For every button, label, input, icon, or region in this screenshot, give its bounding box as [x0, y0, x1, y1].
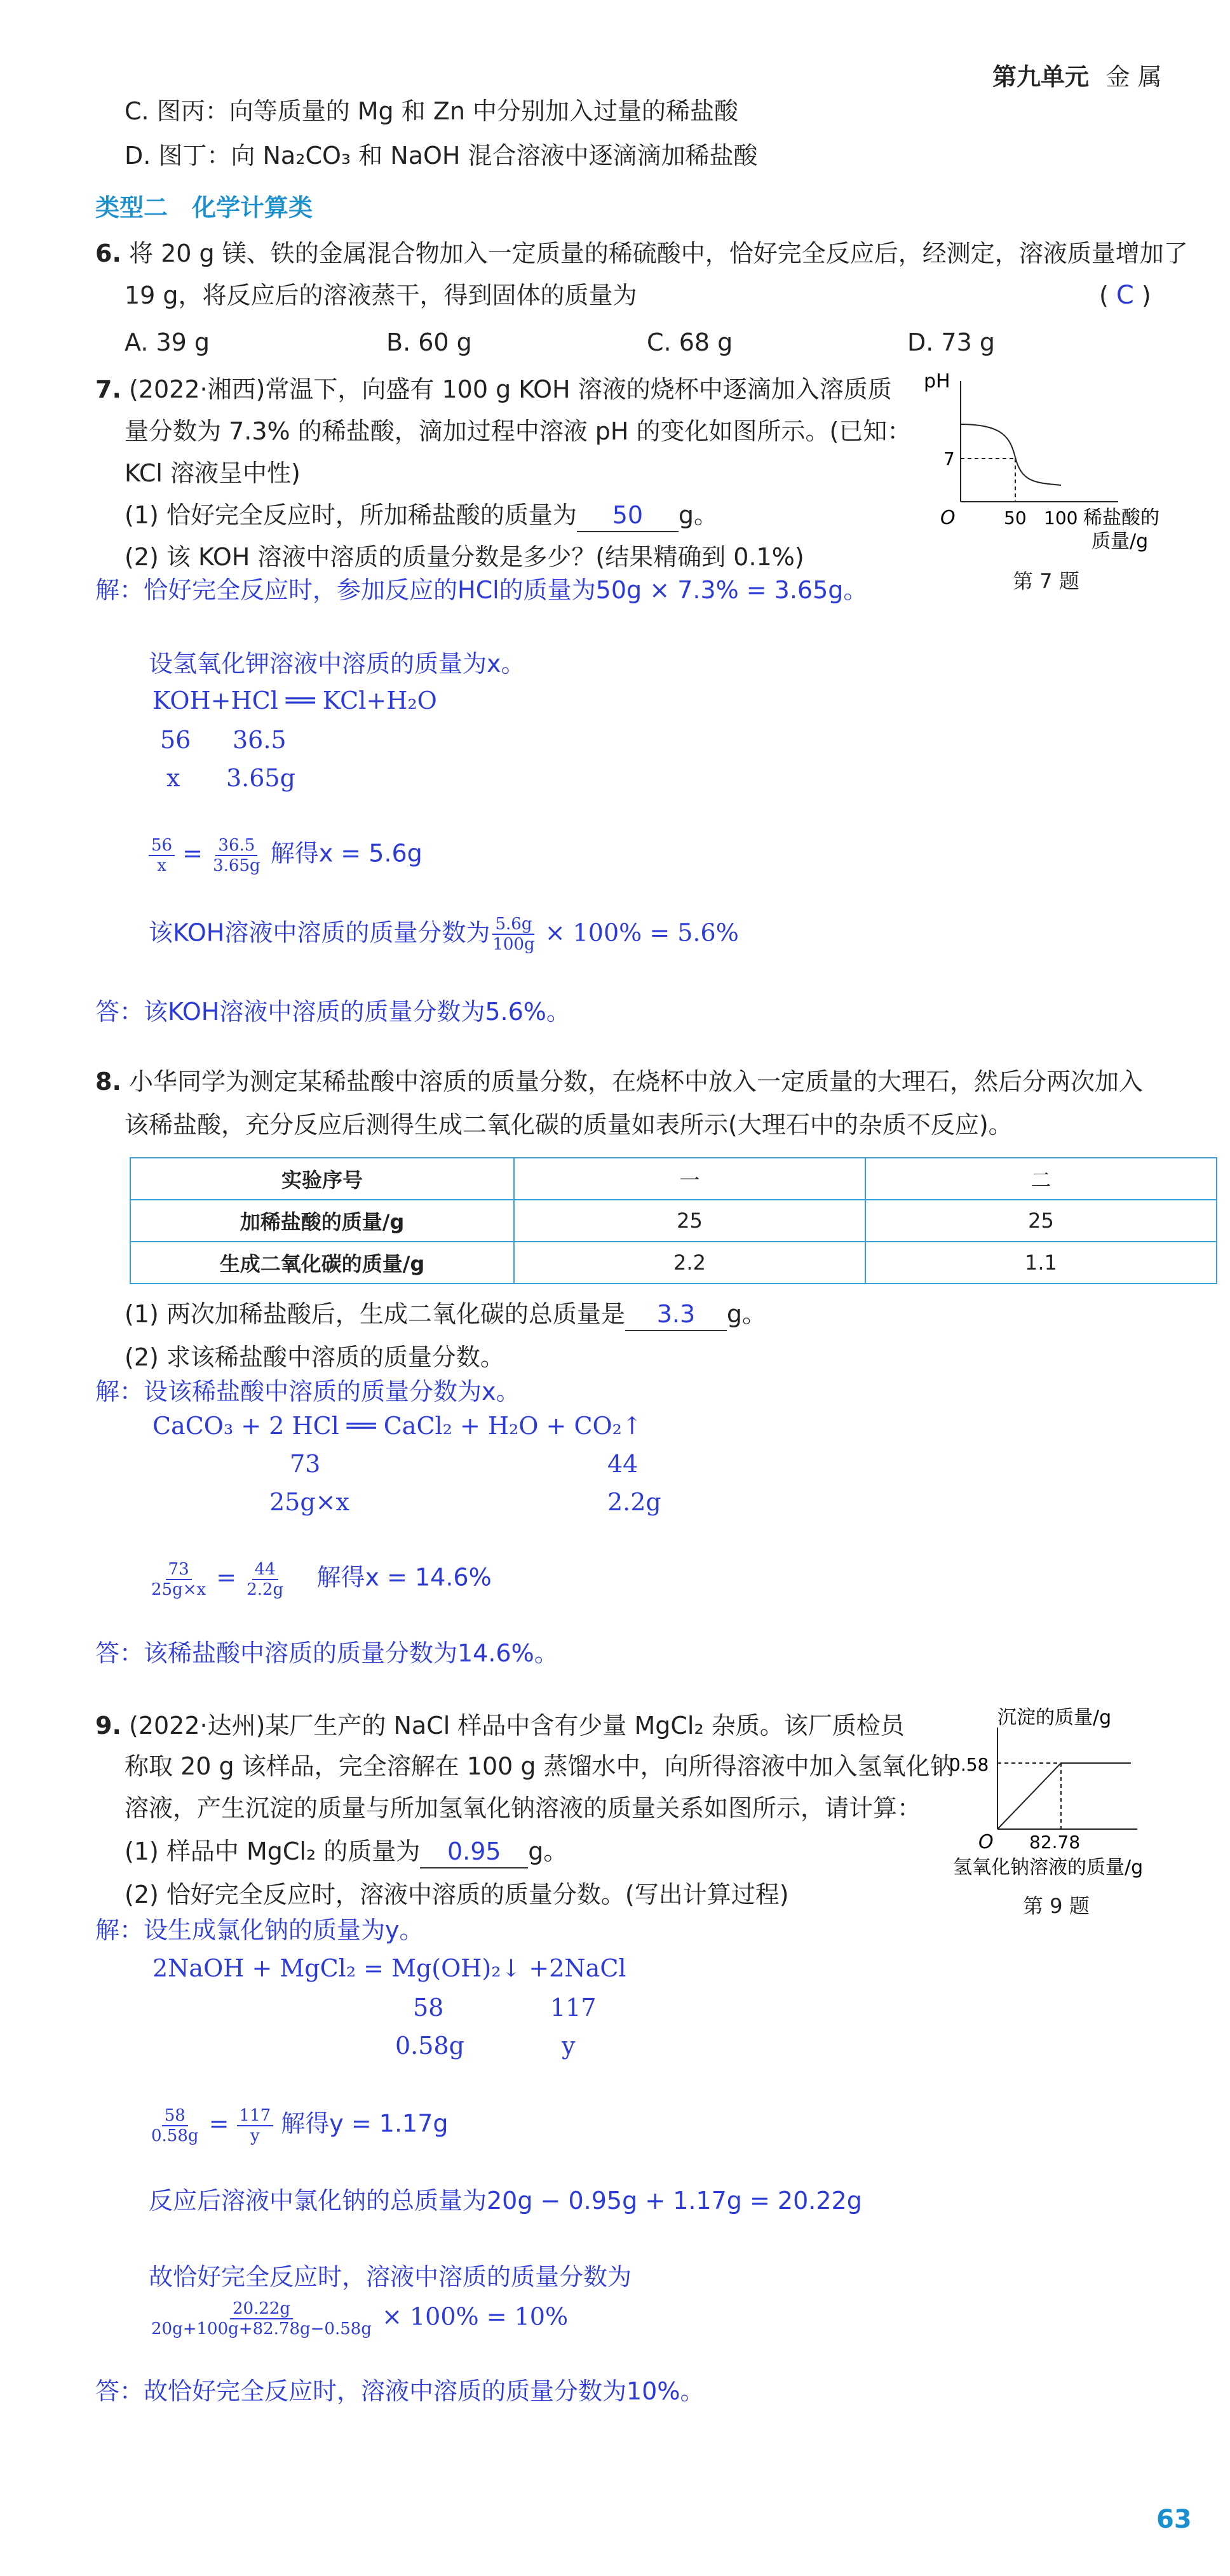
q9-proportion: $\frac{58}{0.58g}$ = $\frac{117}{y}$ 解得y = 1.17g: [149, 2106, 449, 2145]
q8-frac-left-num: 73: [166, 1560, 192, 1580]
q8-prop-result: 解得x = 14.6%: [316, 1563, 492, 1592]
q7-frac-right-den: 3.65g: [213, 856, 260, 875]
q9-frac-right: [237, 2106, 274, 2145]
q9-frac-left-den: 0.58g: [151, 2126, 199, 2145]
q8-sub1-text: (1) 两次加稀盐酸后，生成二氧化碳的总质量是: [125, 1300, 625, 1328]
q8-line2: 该稀盐酸，充分反应后测得生成二氧化碳的质量如表所示(大理石中的杂质不反应)。: [125, 1111, 1013, 1139]
q9-mass-58: 58: [413, 1994, 444, 2022]
q8-frac-right-den: 2.2g: [247, 1580, 284, 1599]
q9-frac-right-num: 117: [237, 2106, 274, 2126]
page-number: 63: [1156, 2505, 1192, 2534]
q7-frac-right-num: 36.5: [215, 836, 257, 856]
q7-mass-365g: 3.65g: [226, 764, 295, 792]
prev-option-d: D. 图丁：向 Na₂CO₃ 和 NaOH 混合溶液中逐滴滴加稀盐酸: [125, 142, 758, 170]
prev-option-c: C. 图丙：向等质量的 Mg 和 Zn 中分别加入过量的稀盐酸: [125, 97, 739, 125]
q8-text1: 小华同学为测定某稀盐酸中溶质的质量分数，在烧杯中放入一定质量的大理石，然后分两次加入: [128, 1068, 1143, 1096]
q7-proportion: $\frac{56}{x}$ = $\frac{36.5}{3.65g}$ 解得x = 5.6g: [149, 836, 422, 875]
q8-sub1: [125, 1298, 766, 1331]
q9-equation: 2NaOH + MgCl₂ = Mg(OH)₂↓ +2NaCl: [152, 1954, 626, 1982]
q9-mass-117: 117: [550, 1994, 597, 2022]
q9-sub2: (2) 恰好完全反应时，溶液中溶质的质量分数。(写出计算过程): [125, 1881, 789, 1909]
q7-percent-frac: [490, 915, 537, 954]
table-row: [130, 1242, 1217, 1284]
q8-equation: CaCO₃ + 2 HCl ══ CaCl₂ + H₂O + CO₂↑: [152, 1412, 642, 1440]
table-cell: 二: [865, 1158, 1217, 1200]
q9-line2: 称取 20 g 该样品，完全溶解在 100 g 蒸馏水中，向所得溶液中加入氢氧化钠: [125, 1752, 954, 1780]
q8-mass-25gx: 25g×x: [269, 1488, 349, 1516]
q7-frac-left: [149, 836, 175, 875]
q9-text1: (2022·达州)某厂生产的 NaCl 样品中含有少量 MgCl₂ 杂质。该厂质检员: [128, 1712, 905, 1740]
q8-frac-left-den: 25g×x: [151, 1580, 206, 1599]
table-cell: 实验序号: [130, 1158, 514, 1200]
q7-line1: [95, 373, 892, 405]
q6-line1: [95, 238, 1188, 269]
q9-frac-left: [149, 2106, 201, 2145]
q7-mass-x: x: [166, 764, 180, 792]
q7-x-label1: 稀盐酸的: [1083, 507, 1159, 529]
q8-number: 8.: [95, 1068, 121, 1096]
table-cell: 一: [514, 1158, 865, 1200]
unit-title: [992, 57, 1162, 92]
q8-frac-right-num: 44: [252, 1560, 278, 1580]
q9-percent-frac: [149, 2299, 374, 2338]
q7-text1: (2022·湘西)常温下，向盛有 100 g KOH 溶液的烧杯中逐滴加入溶质质: [128, 375, 892, 403]
q7-origin: O: [940, 507, 956, 529]
q9-sub1-unit: g。: [528, 1837, 568, 1865]
q9-origin: O: [978, 1831, 994, 1853]
q9-percent-num: 20.22g: [230, 2299, 293, 2319]
q8-data-table: [130, 1157, 1217, 1284]
q9-precipitate-graph: [947, 1702, 1201, 1886]
q7-frac-left-den: x: [157, 856, 166, 875]
q9-y-label: 沉淀的质量/g: [997, 1707, 1112, 1729]
table-cell: 生成二氧化碳的质量/g: [130, 1242, 514, 1284]
table-cell: 1.1: [865, 1242, 1217, 1284]
q9-x-label: 氢氧化钠溶液的质量/g: [953, 1856, 1144, 1879]
q7-percent-den: 100g: [492, 935, 535, 954]
q7-sol1: 解：恰好完全反应时，参加反应的HCl的质量为50g × 7.3% = 3.65g。: [95, 576, 868, 604]
table-row: [130, 1200, 1217, 1242]
q7-sub1-text: (1) 恰好完全反应时，所加稀盐酸的质量为: [125, 501, 577, 529]
q7-tick50: 50: [1004, 507, 1027, 528]
q9-frac-right-den: y: [250, 2126, 260, 2145]
q9-mass-058g: 0.58g: [395, 2032, 464, 2060]
q7-tick7: 7: [943, 448, 955, 469]
chapter-label: 金 属: [1105, 63, 1162, 91]
q8-sub2: (2) 求该稀盐酸中溶质的质量分数。: [125, 1343, 504, 1371]
q6-text1: 将 20 g 镁、铁的金属混合物加入一定质量的稀硫酸中，恰好完全反应后，经测定，溶液质量增加了: [128, 239, 1188, 267]
table-cell: 25: [865, 1200, 1217, 1242]
q7-percent-num: 5.6g: [492, 915, 534, 935]
q7-sol2: 设氢氧化钾溶液中溶质的质量为x。: [149, 650, 525, 678]
q9-percent-calc: [149, 2299, 568, 2338]
q7-final-answer: 答：该KOH溶液中溶质的质量分数为5.6%。: [95, 998, 571, 1026]
q9-sol2: 反应后溶液中氯化钠的总质量为20g − 0.95g + 1.17g = 20.22g: [149, 2187, 862, 2215]
q8-proportion: $\frac{73}{25g\times x}$ = $\frac{44}{2.2g}$ 解得x = 14.6%: [149, 1560, 492, 1599]
q9-percent-den: 20g+100g+82.78g−0.58g: [151, 2319, 372, 2338]
q8-mass-73: 73: [290, 1450, 321, 1478]
q9-precipitate-curve: [997, 1763, 1131, 1829]
q7-frac-right: [210, 836, 263, 875]
q9-prop-result: 解得y = 1.17g: [281, 2109, 449, 2138]
q7-sub1-answer: 50: [577, 499, 679, 532]
q9-final-answer: 答：故恰好完全反应时，溶液中溶质的质量分数为10%。: [95, 2377, 705, 2405]
q9-number: 9.: [95, 1712, 121, 1740]
q8-sol1: 解：设该稀盐酸中溶质的质量分数为x。: [95, 1378, 520, 1405]
q8-sub1-unit: g。: [726, 1300, 767, 1328]
q7-percent-text: 该KOH溶液中溶质的质量分数为: [149, 918, 490, 947]
q7-frac-left-num: 56: [149, 836, 175, 856]
table-cell: 25: [514, 1200, 865, 1242]
q6-answer: ( C ): [1099, 281, 1151, 310]
q7-sub1-unit: g。: [678, 501, 719, 529]
q7-number: 7.: [95, 375, 121, 403]
q9-line3: 溶液，产生沉淀的质量与所加氢氧化钠溶液的质量关系如图所示，请计算：: [125, 1794, 922, 1822]
table-row: [130, 1158, 1217, 1200]
q9-frac-left-num: 58: [162, 2106, 188, 2126]
q7-mass-56: 56: [160, 726, 191, 754]
q8-mass-22g: 2.2g: [607, 1488, 661, 1516]
q9-sol1: 解：设生成氯化钠的质量为y。: [95, 1916, 424, 1944]
q6-line2: 19 g，将反应后的溶液蒸干，得到固体的质量为: [125, 281, 637, 309]
q9-sub1-answer: 0.95: [420, 1835, 528, 1868]
q7-ph-curve: [961, 424, 1061, 485]
q7-ph-graph: [915, 368, 1182, 559]
q6-option-c: C. 68 g: [647, 328, 733, 356]
q9-percent-result: × 100% = 10%: [382, 2302, 569, 2331]
q8-frac-right: [244, 1560, 286, 1599]
q7-percent-calc: [149, 915, 739, 954]
q9-line1: [95, 1710, 905, 1741]
q9-sub1-text: (1) 样品中 MgCl₂ 的质量为: [125, 1837, 421, 1865]
q6-answer-letter: C: [1116, 281, 1134, 310]
q8-sub1-answer: 3.3: [625, 1298, 727, 1331]
q8-mass-44: 44: [607, 1450, 639, 1478]
table-cell: 2.2: [514, 1242, 865, 1284]
q7-sub1: [125, 499, 718, 532]
q7-caption: 第 7 题: [1013, 569, 1079, 593]
q7-line3: KCl 溶液呈中性): [125, 459, 301, 487]
table-cell: 加稀盐酸的质量/g: [130, 1200, 514, 1242]
q7-sub2: (2) 该 KOH 溶液中溶质的质量分数是多少？(结果精确到 0.1%): [125, 543, 804, 571]
q6-option-d: D. 73 g: [907, 328, 995, 356]
q9-caption: 第 9 题: [1023, 1894, 1090, 1918]
q8-frac-left: [149, 1560, 208, 1599]
q7-mass-365: 36.5: [233, 726, 287, 754]
category-heading: 类型二 化学计算类: [95, 194, 313, 222]
q6-option-a: A. 39 g: [125, 328, 210, 356]
q8-final-answer: 答：该稀盐酸中溶质的质量分数为14.6%。: [95, 1639, 558, 1667]
q9-mass-y: y: [562, 2032, 576, 2060]
q8-line1: [95, 1066, 1143, 1097]
q7-line2: 量分数为 7.3% 的稀盐酸，滴加过程中溶液 pH 的变化如图所示。(已知：: [125, 417, 912, 445]
q9-tick058: 0.58: [949, 1754, 989, 1775]
q7-tick100: 100: [1044, 507, 1078, 528]
unit-label: 第九单元: [992, 63, 1090, 91]
q7-x-label2: 质量/g: [1091, 530, 1149, 553]
q7-y-label: pH: [924, 370, 950, 392]
q7-percent-result: × 100% = 5.6%: [544, 918, 739, 947]
q9-sub1: [125, 1835, 567, 1868]
q6-number: 6.: [95, 239, 121, 267]
q6-option-b: B. 60 g: [386, 328, 472, 356]
q9-sol3: 故恰好完全反应时，溶液中溶质的质量分数为: [149, 2263, 632, 2291]
q9-tick8278: 82.78: [1029, 1832, 1081, 1853]
q7-equation: KOH+HCl ══ KCl+H₂O: [152, 687, 437, 714]
q7-prop-result: 解得x = 5.6g: [270, 839, 422, 868]
